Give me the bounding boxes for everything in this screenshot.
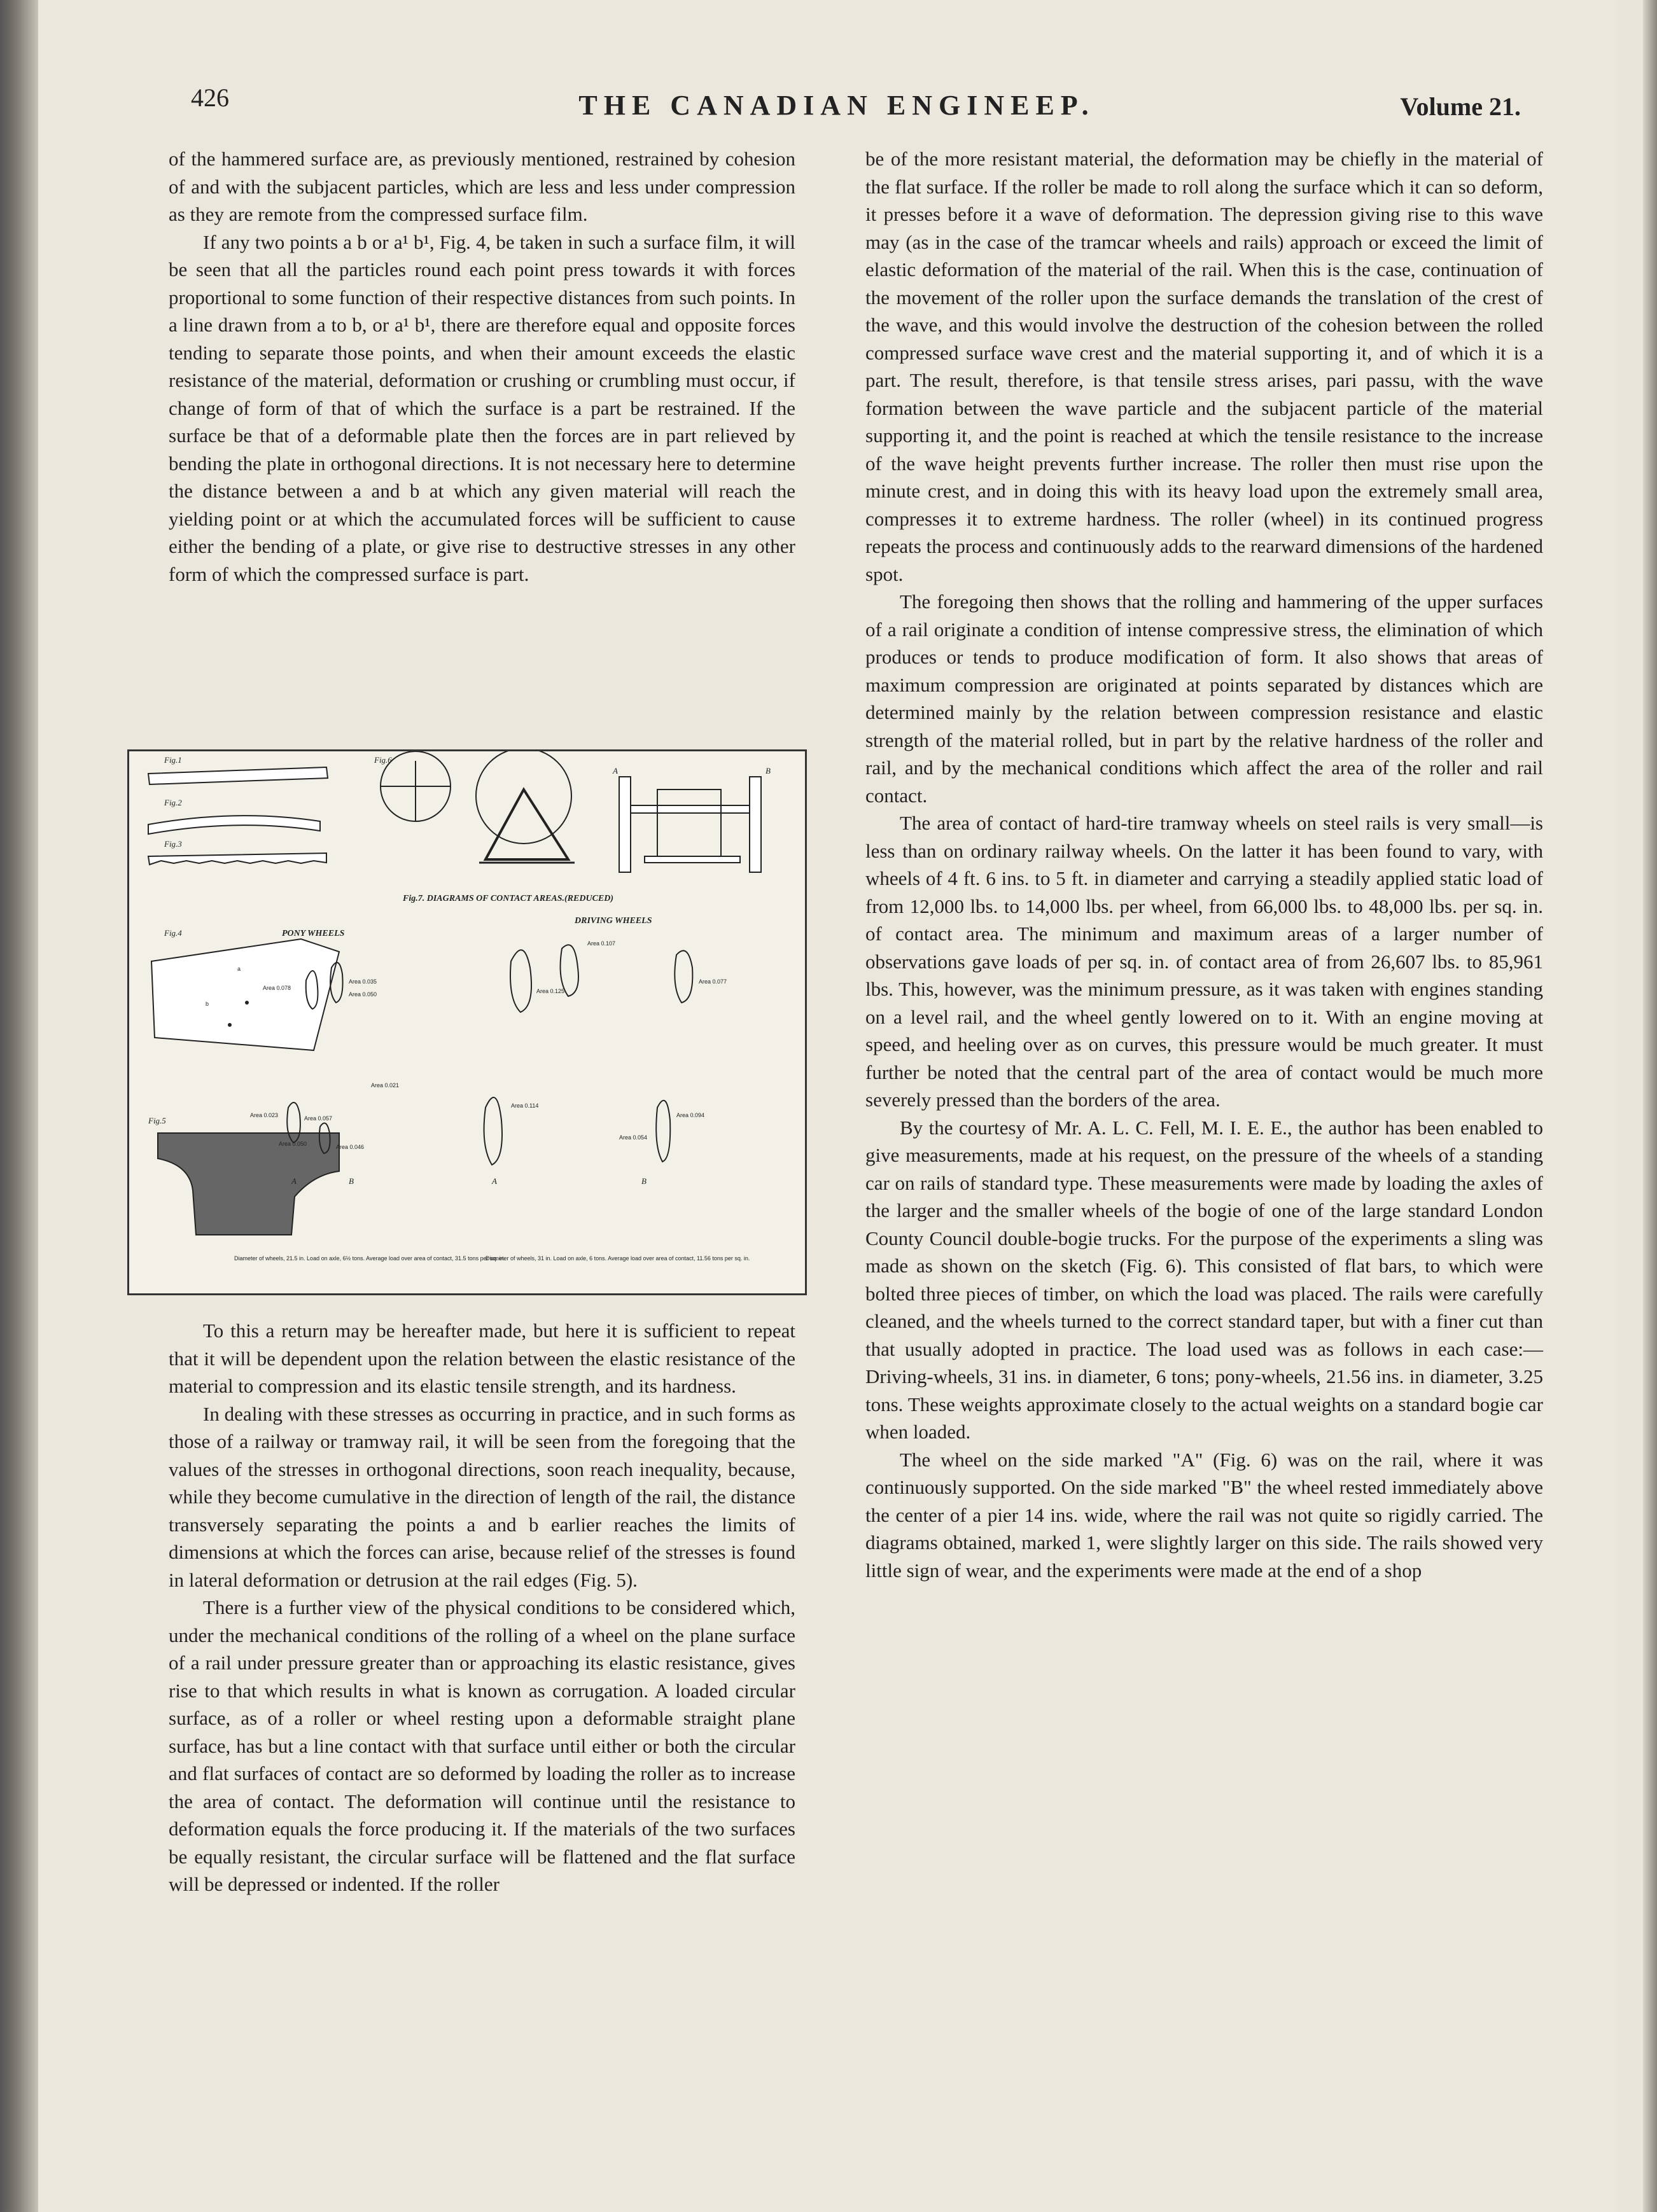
col-label-b: B — [641, 1176, 647, 1186]
area-label: Area 0.077 — [699, 978, 727, 985]
fig5-label: Fig.5 — [148, 1116, 166, 1125]
pony-wheels-heading: PONY WHEELS — [282, 929, 345, 938]
paragraph: In dealing with these stresses as occurring in practice, and in such forms as those of a railway or tramway rail, it will be seen from the foregoing that the values of the stresses in orthogonal directions, soon reach inequality, because, while they become cumulative in the direction of length of the rail, the distance transversely separating the points a and b earlier reaches the limits of dimensions at which the forces can arise, because relief of the stresses is found in lateral deformation or detrusion at the rail edges (Fig. 5). — [169, 1402, 795, 1591]
paragraph: The wheel on the side marked "A" (Fig. 6) was on the rail, where it was continuously supported. On the side marked "B" the wheel rested immediately above the center of a pier 14 ins. wide, where the rail was not quite so rigidly carried. The diagrams obtained, marked 1, were slightly larger on this side. The rails showed very little sign of wear, and the experiments were made at the end of a shop — [865, 1448, 1543, 1582]
col-label-b: B — [349, 1176, 354, 1186]
area-label: Area 0.050 — [349, 991, 377, 998]
paragraph: be of the more resistant material, the deformation may be chiefly in the material of the flat surface. If the roller be made to roll along the surface which it can so deform, it presses before it a wave of deformation. The depression giving rise to this wave may (as in the case of the tramcar wheels and rails) approach or exceed the limit of elastic deformation of the material of the rail. When this is the case, continuation of the movement of the roller upon the surface demands the translation of the crest of the wave, and this would involve the destruction of the cohesion between the rolled compressed surface wave crest and the material supporting it, and of which it is a part. The result, therefore, is that tensile stress arises, pari passu, with the wave formation between the wave particle and the subjacent particle of the material supporting it, and the point is reached at which the tensile resistance to the increase of the wave height prevents further increase. The roller then must rise upon the minute crest, and in doing this with its heavy load upon the extremely small area, compresses it to extreme hardness. The roller (wheel) in its continued progress repeats the process and continuously adds to the rearward dimensions of the hardened spot. — [865, 148, 1543, 585]
fig3-label: Fig.3 — [164, 839, 182, 849]
area-label: Area 0.054 — [619, 1134, 648, 1141]
col-label-a: A — [492, 1176, 497, 1186]
contact-area-shape — [510, 950, 531, 1012]
area-label: Area 0.035 — [349, 978, 377, 985]
fig2-label: Fig.2 — [164, 798, 182, 807]
area-label: Area 0.107 — [587, 940, 616, 947]
truck-crossbar — [645, 856, 740, 863]
fig4-dot — [228, 1023, 232, 1027]
contact-area-shape — [675, 950, 692, 1003]
right-column — [865, 145, 1543, 1584]
contact-area-shape — [656, 1101, 670, 1162]
area-label: Area 0.023 — [250, 1112, 279, 1118]
truck-right-wheel — [750, 777, 761, 872]
paragraph: The area of contact of hard-tire tramway wheels on steel rails is very small—is less than on ordinary railway wheels. On the latter it has been found to vary, with wheels of 4 ft. 6 ins. to 5 ft. in diameter and carrying a steadily applied static load of from 12,000 lbs. to 14,000 lbs. per wheel, from 66,000 lbs. to 48,000 lbs. per sq. in. of contact area. The minimum and maximum areas of a larger number of observations gave loads of per sq. in. of contact area of from 26,607 lbs. to 85,961 lbs. This, however, was the minimum pressure, as it was taken with engines standing on a level rail, and the wheel gently lowered on to it. With an engine moving at speed, and heeling over as on curves, this pressure would be much greater. It must further be noted that the central part of the area of contact would be much more severely pressed than the borders of the area. — [865, 812, 1543, 1111]
figure-diagram — [129, 751, 805, 1293]
paragraph: of the hammered surface are, as previously mentioned, restrained by cohesion of and with the subjacent particles, which are less and less under compression as they are remote from the compressed surface film. — [169, 148, 795, 225]
paragraph: By the courtesy of Mr. A. L. C. Fell, M. I. E. E., the author has been enabled to give measurements, made at his request, on the pressure of the wheels of a standing car on rails of standard type. These measurements were made by loading the axles of the larger and the smaller wheels of the bogie of one of the large standard London County Council double-bogie trucks. For the purpose of the experiments a sling was made as shown on the sketch (Fig. 6). This consisted of flat bars, to which were bolted three pieces of timber, on which the load was placed. The rails were carefully cleaned, and the wheels turned to the correct standard taper, but with a finer cut than that usually adopted in practice. The load used was as follows in each case:—Driving-wheels, 31 ins. in diameter, 6 tons; pony-wheels, 21.56 ins. in diameter, 3.25 tons. These weights approximate closely to the actual weights on a standard bogie car when loaded. — [865, 1116, 1543, 1443]
figure-plate — [127, 749, 807, 1295]
figure-caption: Fig.7. DIAGRAMS OF CONTACT AREAS.(REDUCED) — [403, 894, 614, 903]
volume-label: Volume 21. — [1400, 92, 1521, 121]
fig6-wheel-right — [476, 751, 571, 844]
paragraph: There is a further view of the physical conditions to be considered which, under the mechanical conditions of the rolling of a wheel on the plane surface of a rail under pressure greater than or approaching its elastic resistance, gives rise to that which results in what is known as corrugation. A loaded circular surface, as of a roller or wheel resting upon a deformable straight plane surface, has but a line contact with that surface until either or both the circular and flat surfaces of contact are so deformed by loading the roller as to increase the area of contact. The deformation will continue until the resistance to deformation equals the force producing it. If the materials of the two surfaces be equally resistant, the circular surface will be flattened and the flat surface will be depressed or indented. If the roller — [169, 1596, 795, 1895]
fig4-label: Fig.4 — [164, 928, 182, 938]
truck-axle — [631, 805, 750, 813]
truck-frame — [657, 790, 721, 859]
fig5-rail-section — [158, 1133, 339, 1235]
fig3-corrugated-bar — [148, 853, 326, 865]
fig6-sling — [486, 790, 568, 859]
fig4-dot — [245, 1001, 249, 1005]
fig4-point-b: b — [206, 1001, 209, 1007]
area-label: Area 0.046 — [336, 1144, 365, 1150]
contact-area-shape — [484, 1097, 502, 1165]
area-label: Area 0.021 — [371, 1082, 400, 1089]
page-edge — [1643, 0, 1657, 2212]
left-column-upper — [169, 145, 795, 588]
paragraph: The foregoing then shows that the rolling and hammering of the upper surfaces of a rail originate a condition of intense compressive stress, the elimination of which produces or tends to produce modification of form. It also shows that areas of maximum compression are originated at points separated by distances which are determined mainly by the relation between compression resistance and elastic strength of the material rolled, but in part by the relative hardness of the roller and rail, and by the mechanical conditions which affect the area of the roller and rail contact. — [865, 590, 1543, 807]
running-header — [153, 83, 1521, 121]
area-label: Area 0.050 — [279, 1141, 307, 1147]
left-column-lower — [169, 1317, 795, 1898]
area-label: Area 0.078 — [263, 985, 291, 991]
fig1-label: Fig.1 — [164, 755, 182, 765]
figure-footnote-left: Diameter of wheels, 21.5 in. Load on axle, 6½ tons. Average load over area of contact, 31.5 tons per sq. in. — [234, 1255, 506, 1262]
area-label: Area 0.114 — [511, 1103, 539, 1109]
fig4-plate — [151, 939, 339, 1050]
paragraph: If any two points a b or a¹ b¹, Fig. 4, be taken in such a surface film, it will be seen that all the particles round each point press towards it with forces proportional to some function of their respective distances from such points. In a line drawn from a to b, or a¹ b¹, there are therefore equal and opposite forces tending to separate those points, and when their amount exceeds the elastic resistance of the material, deformation or crushing or crumbling must occur, if change of form of that of which the surface is a part be restrained. If the surface be that of a deformable plate then the forces are in part relieved by bending the plate in orthogonal directions. It is not necessary here to determine the distance between a and b at which any given material will reach the yielding point or at which the accumulated forces will be sufficient to cause either the bending of a plate, or give rise to destructive stresses in any other form of which the compressed surface is part. — [169, 230, 795, 585]
journal-title: THE CANADIAN ENGINEEP. — [578, 90, 1095, 121]
book-binding — [0, 0, 38, 2212]
area-label: Area 0.094 — [676, 1112, 705, 1118]
fig2-curved-bar — [148, 816, 320, 834]
col-label-a: A — [291, 1176, 297, 1186]
paragraph: To this a return may be hereafter made, but here it is sufficient to repeat that it will be dependent upon the relation between the elastic resistance of the material to compression and its elastic tensile strength, and its hardness. — [169, 1319, 795, 1397]
truck-label-a: A — [613, 766, 618, 776]
fig4-point-a: a — [237, 966, 241, 972]
truck-left-wheel — [619, 777, 631, 872]
area-label: Area 0.125 — [536, 988, 565, 994]
truck-label-b: B — [766, 766, 771, 776]
page-number: 426 — [191, 83, 229, 112]
figure-footnote-right: Diameter of wheels, 31 in. Load on axle, 6 tons. Average load over area of contact, 11.56 tons per sq. in. — [486, 1255, 750, 1262]
area-label: Area 0.057 — [304, 1115, 333, 1122]
driving-wheels-heading: DRIVING WHEELS — [575, 916, 652, 926]
fig6-label: Fig.6 — [374, 755, 392, 765]
fig1-bar — [148, 767, 328, 784]
